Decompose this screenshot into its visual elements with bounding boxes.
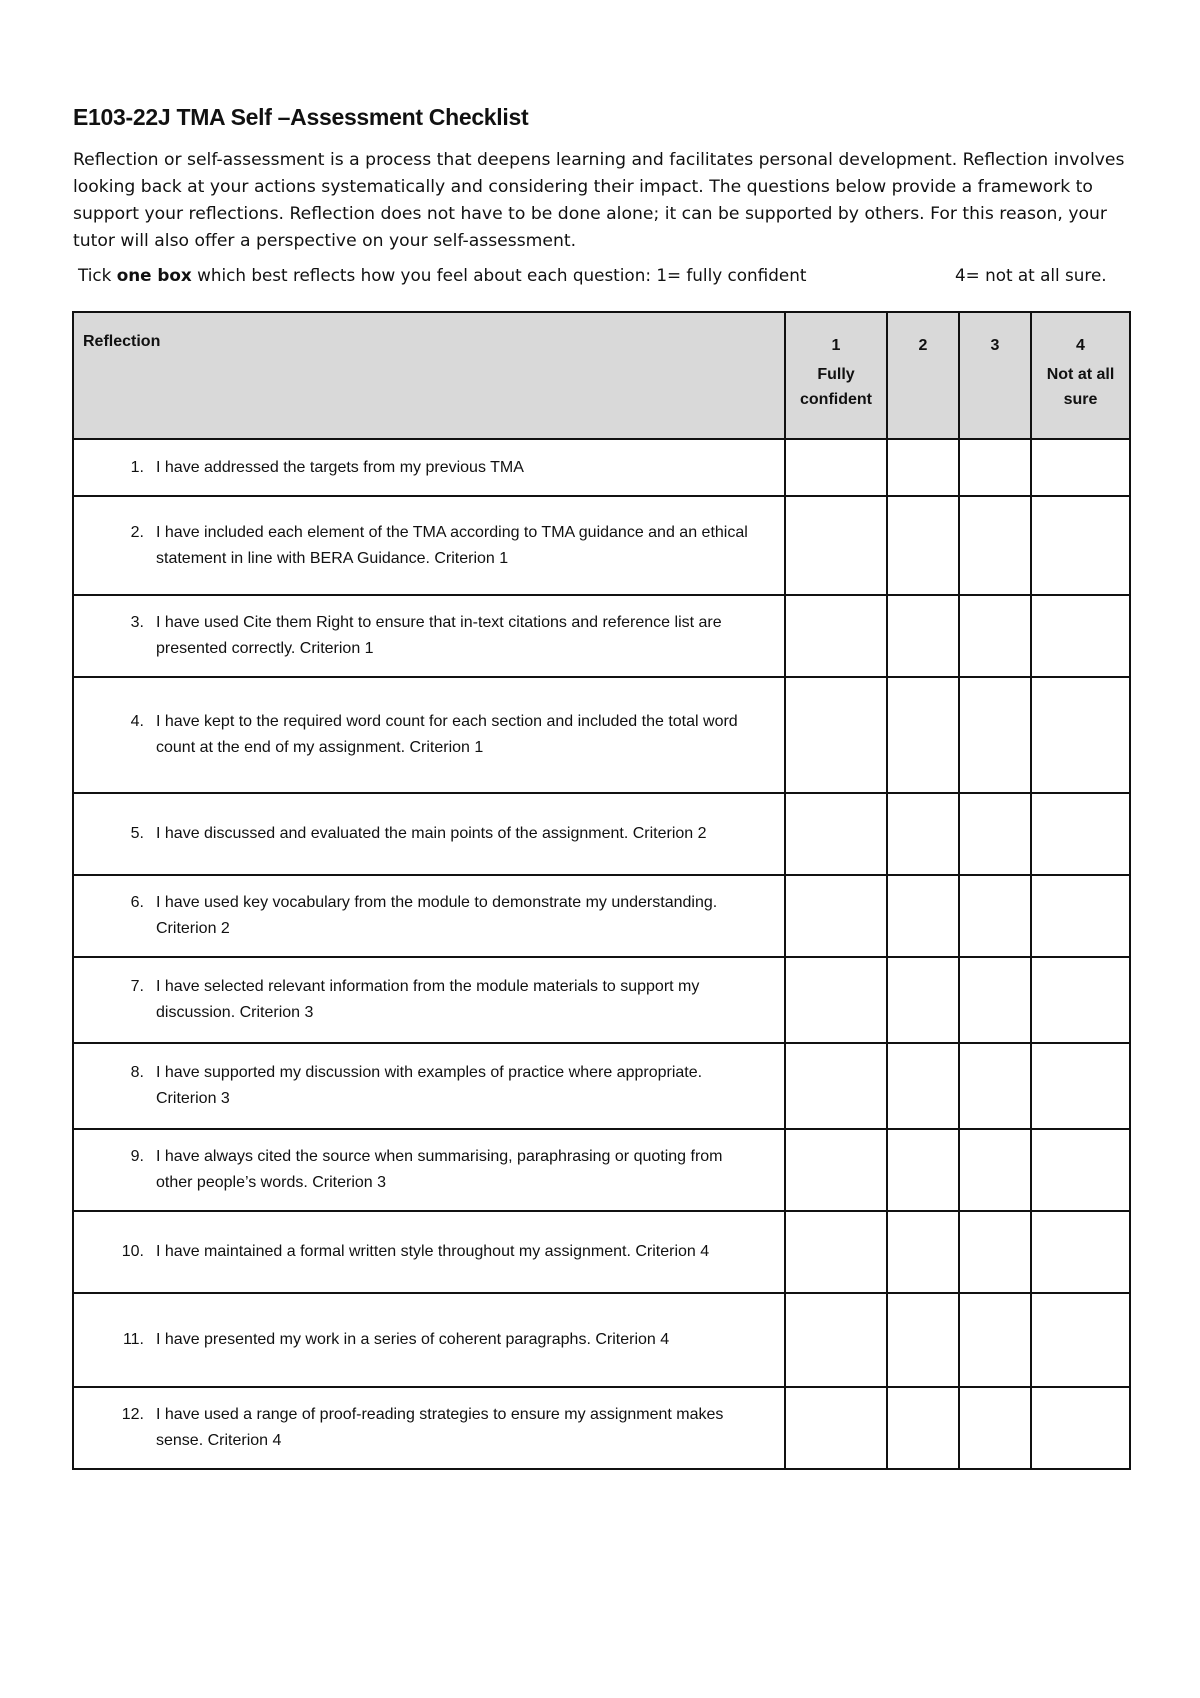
question-text: I have supported my discussion with examples of practice where appropriate. Criterion 3: [156, 1064, 703, 1107]
question-text: I have presented my work in a series of coherent paragraphs. Criterion 4: [156, 1331, 670, 1348]
instruction-bold: one box: [116, 265, 192, 285]
tick-box-4[interactable]: [1031, 595, 1130, 677]
question-number: 1.: [130, 458, 144, 476]
question-number: 11.: [122, 1331, 144, 1348]
table-row: [73, 439, 1130, 496]
header-col-3-number: 3: [990, 337, 1000, 354]
tick-box-1[interactable]: [785, 439, 887, 496]
header-col-4: [1031, 312, 1130, 439]
header-col-1: [785, 312, 887, 439]
tick-box-1[interactable]: [785, 957, 887, 1043]
question-text: I have always cited the source when summarising, paraphrasing or quoting from other people’s words. Criterion 3: [156, 1148, 723, 1191]
question-number: 9.: [130, 1148, 144, 1165]
tick-box-2[interactable]: [887, 496, 959, 595]
question-cell: [73, 1293, 785, 1387]
tick-box-3[interactable]: [959, 1293, 1031, 1387]
question-cell: [73, 439, 785, 496]
tick-box-3[interactable]: [959, 496, 1031, 595]
table-header-row: [73, 312, 1130, 439]
header-reflection: Reflection: [73, 312, 785, 439]
tick-box-2[interactable]: [887, 1293, 959, 1387]
tick-box-2[interactable]: [887, 595, 959, 677]
question-cell: [73, 1129, 785, 1211]
tick-box-2[interactable]: [887, 677, 959, 793]
tick-box-4[interactable]: [1031, 439, 1130, 496]
intro-paragraph: Reflection or self-assessment is a process that deepens learning and facilitates personal development. Reflection involves looking back at your actions systematically and considering their impact. The questions below provide a framework to support your reflections. Reflection does not have to be done alone; it can be supported by others. For this reason, your tutor will also offer a perspective on your self-assessment.: [73, 150, 1125, 251]
question-cell: [73, 1387, 785, 1469]
tick-box-1[interactable]: [785, 1387, 887, 1469]
question-text: I have included each element of the TMA according to TMA guidance and an ethical statement in line with BERA Guidance. Criterion 1: [156, 523, 748, 567]
instruction-rest: which best reflects how you feel about each question: 1= fully confident: [191, 265, 807, 285]
tick-box-3[interactable]: [959, 439, 1031, 496]
table-row: [73, 875, 1130, 957]
question-number: 3.: [130, 614, 144, 631]
tick-box-1[interactable]: [785, 1211, 887, 1293]
self-assessment-table: [72, 311, 1131, 1470]
header-col-4-label: Not at all sure: [1046, 366, 1115, 408]
tick-box-1[interactable]: [785, 1043, 887, 1129]
question-text: I have used a range of proof-reading strategies to ensure my assignment makes sense. Criterion 4: [156, 1406, 724, 1449]
question-number: 2.: [130, 523, 144, 541]
tick-box-1[interactable]: [785, 1293, 887, 1387]
question-text: I have maintained a formal written style throughout my assignment. Criterion 4: [156, 1243, 710, 1260]
tick-box-1[interactable]: [785, 595, 887, 677]
tick-box-1[interactable]: [785, 875, 887, 957]
question-cell: [73, 957, 785, 1043]
instruction-scale-end: 4= not at all sure.: [955, 265, 1107, 285]
table-row: [73, 677, 1130, 793]
header-col-1-number: 1: [831, 337, 841, 354]
tick-box-4[interactable]: [1031, 677, 1130, 793]
tick-box-3[interactable]: [959, 875, 1031, 957]
tick-box-1[interactable]: [785, 677, 887, 793]
header-col-3: [959, 312, 1031, 439]
table-row: [73, 1129, 1130, 1211]
question-text: I have addressed the targets from my previous TMA: [156, 458, 524, 476]
tick-box-4[interactable]: [1031, 957, 1130, 1043]
question-number: 10.: [121, 1243, 144, 1260]
tick-box-2[interactable]: [887, 793, 959, 875]
question-number: 5.: [130, 825, 144, 842]
table-row: [73, 1293, 1130, 1387]
tick-box-3[interactable]: [959, 1129, 1031, 1211]
tick-box-1[interactable]: [785, 496, 887, 595]
question-cell: [73, 875, 785, 957]
tick-box-3[interactable]: [959, 793, 1031, 875]
question-number: 6.: [130, 894, 144, 911]
question-cell: [73, 496, 785, 595]
table-row: [73, 496, 1130, 595]
tick-box-2[interactable]: [887, 1211, 959, 1293]
tick-box-2[interactable]: [887, 1129, 959, 1211]
question-cell: [73, 677, 785, 793]
tick-box-4[interactable]: [1031, 1293, 1130, 1387]
tick-box-4[interactable]: [1031, 793, 1130, 875]
header-col-1-label: Fully confident: [800, 366, 872, 408]
question-text: I have used key vocabulary from the module to demonstrate my understanding. Criterion 2: [156, 894, 718, 937]
table-row: [73, 1043, 1130, 1129]
question-number: 4.: [130, 713, 144, 730]
question-number: 7.: [130, 978, 144, 995]
tick-box-4[interactable]: [1031, 875, 1130, 957]
tick-box-3[interactable]: [959, 1387, 1031, 1469]
question-text: I have used Cite them Right to ensure that in-text citations and reference list are presented correctly. Criterion 1: [156, 614, 722, 657]
table-row: [73, 957, 1130, 1043]
question-number: 12.: [121, 1406, 144, 1423]
tick-box-4[interactable]: [1031, 1043, 1130, 1129]
question-text: I have selected relevant information from the module materials to support my discussion. Criterion 3: [156, 978, 700, 1021]
table-row: [73, 1211, 1130, 1293]
question-cell: [73, 793, 785, 875]
tick-box-3[interactable]: [959, 1211, 1031, 1293]
table-row: [73, 793, 1130, 875]
tick-box-2[interactable]: [887, 875, 959, 957]
tick-box-3[interactable]: [959, 957, 1031, 1043]
question-number: 8.: [130, 1064, 144, 1081]
header-col-4-number: 4: [1076, 337, 1085, 354]
document-page: [73, 104, 1128, 289]
tick-box-2[interactable]: [887, 1387, 959, 1469]
page-title: E103-22J TMA Self –Assessment Checklist: [73, 104, 529, 130]
table-row: [73, 595, 1130, 677]
header-col-2: [887, 312, 959, 439]
question-cell: [73, 1211, 785, 1293]
question-text: I have kept to the required word count for each section and included the total word count at the end of my assignment. Criterion 1: [156, 713, 738, 756]
tick-box-3[interactable]: [959, 1043, 1031, 1129]
instruction-line: [78, 265, 1128, 289]
tick-box-2[interactable]: [887, 439, 959, 496]
tick-box-4[interactable]: [1031, 496, 1130, 595]
tick-box-3[interactable]: [959, 595, 1031, 677]
tick-box-4[interactable]: [1031, 1129, 1130, 1211]
question-cell: [73, 1043, 785, 1129]
question-cell: [73, 595, 785, 677]
tick-box-1[interactable]: [785, 793, 887, 875]
tick-box-2[interactable]: [887, 957, 959, 1043]
table-row: [73, 1387, 1130, 1469]
tick-box-2[interactable]: [887, 1043, 959, 1129]
tick-box-4[interactable]: [1031, 1211, 1130, 1293]
instruction-prefix: Tick: [78, 265, 117, 285]
question-text: I have discussed and evaluated the main points of the assignment. Criterion 2: [156, 825, 707, 842]
tick-box-4[interactable]: [1031, 1387, 1130, 1469]
tick-box-1[interactable]: [785, 1129, 887, 1211]
header-col-2-number: 2: [918, 337, 928, 354]
tick-box-3[interactable]: [959, 677, 1031, 793]
